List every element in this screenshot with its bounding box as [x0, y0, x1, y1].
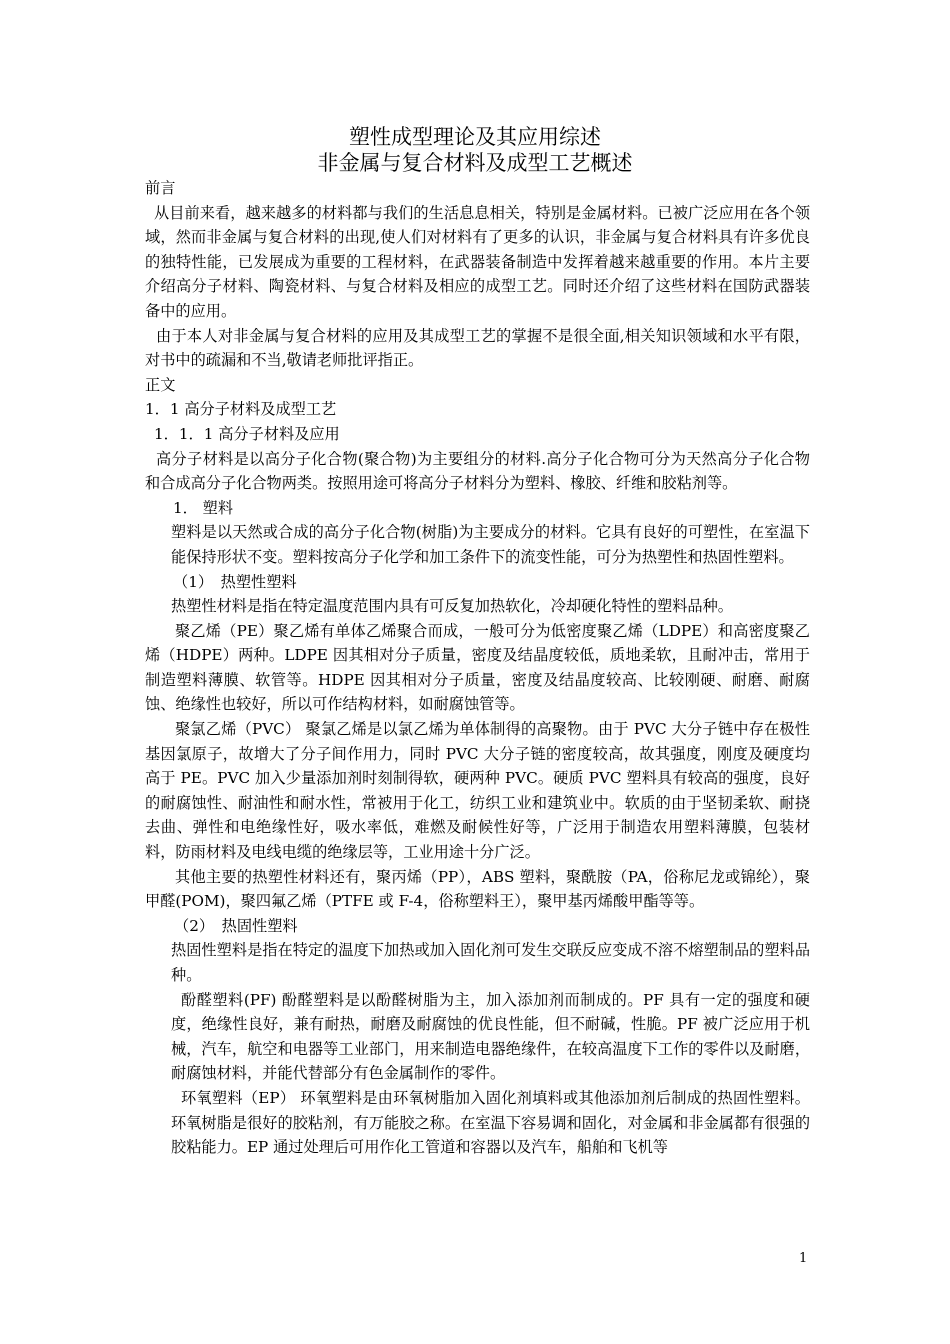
section-heading-1-1: 1．1 高分子材料及成型工艺 — [145, 400, 337, 419]
ep-paragraph: 环氧塑料（EP） 环氧塑料是由环氧树脂加入固化剂填料或其他添加剂后制成的热固性塑料。环氧树脂是很好的胶粘剂，有万能胶之称。在室温下容易调和固化，对金属和非金属都有很强的胶粘能力。EP 通过处理后可用作化工管道和容器以及汽车，船舶和飞机等 — [171, 1088, 810, 1157]
pvc-paragraph: 聚氯乙烯（PVC） 聚氯乙烯是以氯乙烯为单体制得的高聚物。由于 PVC 大分子链中存在极性基因氯原子，故增大了分子间作用力，同时 PVC 大分子链的密度较高，故其强度，刚度及硬度均高于 PE。PVC 加入少量添加剂时刻制得软，硬两种 PVC。硬质 PVC 塑料具有较高的强度，良好的耐腐蚀性、耐油性和耐水性，常被用于化工，纺织工业和建筑业中。软质的由于坚韧柔软、耐挠去曲、弹性和电绝缘性好，吸水率低，难燃及耐候性好等，广泛用于制造农用塑料薄膜，包装材料，防雨材料及电线电缆的绝缘层等，工业用途十分广泛。 — [145, 720, 810, 862]
thermoplastic-definition: 热塑性材料是指在特定温度范围内具有可反复加热软化，冷却硬化特性的塑料品种。 — [171, 597, 733, 616]
plastics-definition: 塑料是以天然或合成的高分子化合物(树脂)为主要成分的材料。它具有良好的可塑性，在室温下能保持形状不变。塑料按高分子化学和加工条件下的流变性能，可分为热塑性和热固性塑料。 — [171, 523, 810, 566]
pf-paragraph: 酚醛塑料(PF) 酚醛塑料是以酚醛树脂为主，加入添加剂而制成的。PF 具有一定的强度和硬度，绝缘性良好，兼有耐热，耐磨及耐腐蚀的优良性能，但不耐碱，性脆。PF 被广泛应用于机械，汽车，航空和电器等工业部门，用来制造电器绝缘件，在较高温度下工作的零件以及耐磨，耐腐蚀材料，并能代替部分有色金属制作的零件。 — [171, 990, 810, 1083]
main-heading: 正文 — [145, 375, 176, 394]
other-thermoplastics-paragraph: 其他主要的热塑性材料还有，聚丙烯（PP），ABS 塑料，聚酰胺（PA，俗称尼龙或锦纶），聚甲醛(POM)，聚四氟乙烯（PTFE 或 F-4，俗称塑料王），聚甲基丙烯酸甲酯等等。 — [145, 867, 810, 911]
thermoset-heading: （2） 热固性塑料 — [174, 916, 298, 935]
section-heading-1-1-1: 1．1．1 高分子材料及应用 — [154, 424, 340, 443]
page-number: 1 — [799, 1251, 808, 1266]
pe-paragraph: 聚乙烯（PE）聚乙烯有单体乙烯聚合而成，一般可分为低密度聚乙烯（LDPE）和高密度聚乙烯（HDPE）两种。LDPE 因其相对分子质量，密度及结晶度较低，质地柔软，且耐冲击，常用于制造塑料薄膜、软管等。HDPE 因其相对分子质量，密度及结晶度较高、比较刚硬、耐磨、耐腐蚀、绝缘性也较好，所以可作结构材料，如耐腐蚀管等。 — [145, 621, 810, 714]
document-body — [145, 176, 810, 1160]
preface-paragraph-2: 由于本人对非金属与复合材料的应用及其成型工艺的掌握不是很全面,相关知识领域和水平有限，对书中的疏漏和不当,敬请老师批评指正。 — [145, 326, 810, 370]
thermoset-definition: 热固性塑料是指在特定的温度下加热或加入固化剂可发生交联反应变成不溶不熔塑制品的塑料品种。 — [171, 941, 810, 984]
thermoplastic-heading: （1） 热塑性塑料 — [173, 572, 297, 591]
document-subtitle: 非金属与复合材料及成型工艺概述 — [317, 151, 633, 175]
preface-paragraph-1: 从目前来看，越来越多的材料都与我们的生活息息相关，特别是金属材料。已被广泛应用在各个领域，然而非金属与复合材料的出现,使人们对材料有了更多的认识，非金属与复合材料具有许多优良的独特性能，已发展成为重要的工程材料，在武器装备制造中发挥着越来越重要的作用。本片主要介绍高分子材料、陶瓷材料、与复合材料及相应的成型工艺。同时还介绍了这些材料在国防武器装备中的应用。 — [145, 203, 810, 320]
preface-heading: 前言 — [145, 179, 176, 197]
polymer-intro-paragraph: 高分子材料是以高分子化合物(聚合物)为主要组分的材料.高分子化合物可分为天然高分子化合物和合成高分子化合物两类。按照用途可将高分子材料分为塑料、橡胶、纤维和胶粘剂等。 — [145, 449, 810, 493]
plastics-heading: 1． 塑料 — [173, 498, 234, 517]
document-title: 塑性成型理论及其应用综述 — [349, 125, 601, 149]
